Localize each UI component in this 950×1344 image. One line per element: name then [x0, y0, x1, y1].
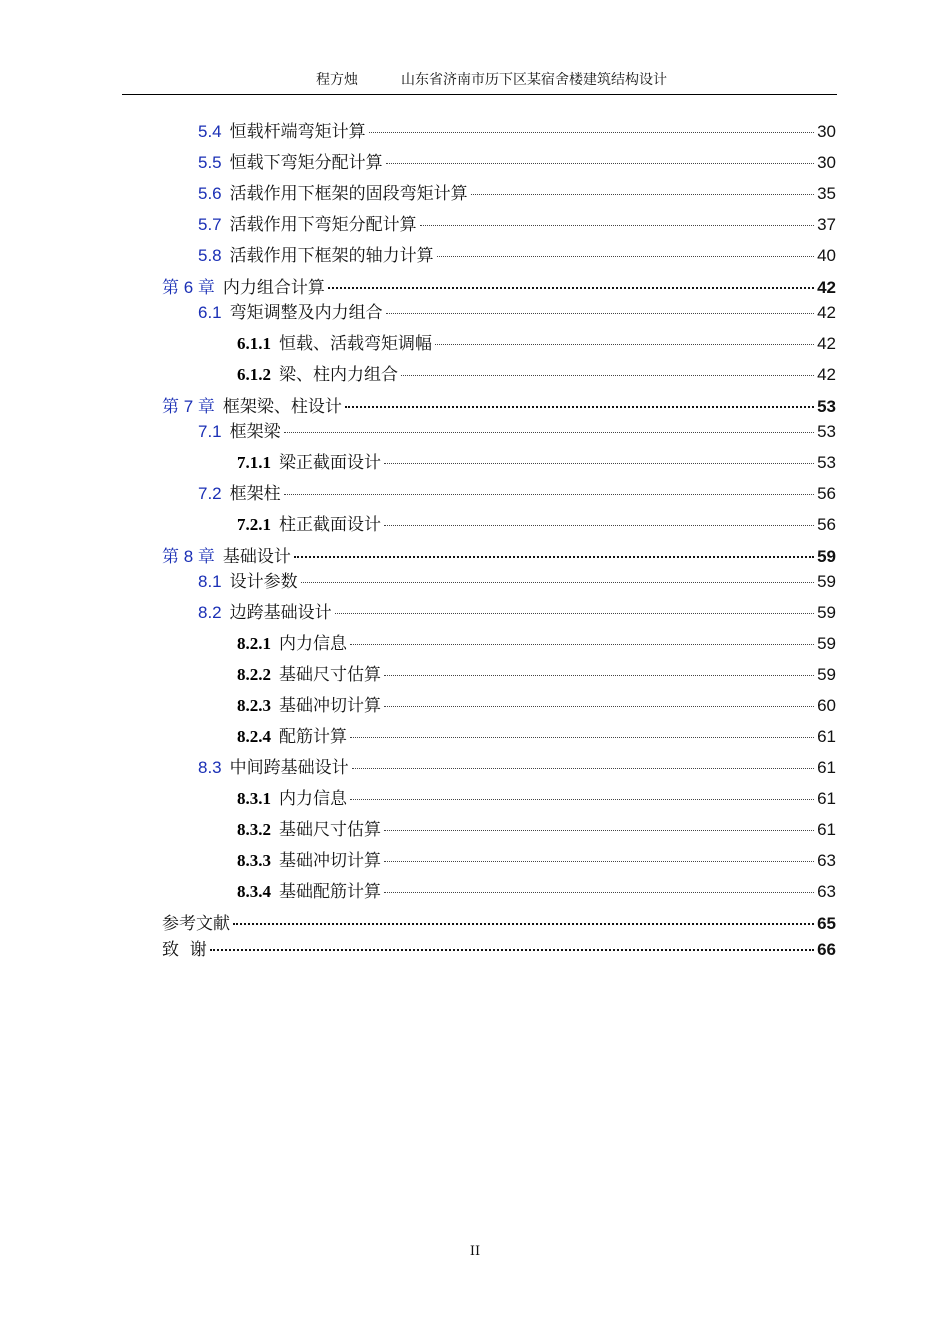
- toc-entry-page: 35: [817, 184, 836, 203]
- toc-entry-page: 42: [817, 334, 836, 353]
- toc-entry[interactable]: [237, 815, 836, 839]
- toc-leader-dots: [350, 799, 814, 800]
- toc-entry[interactable]: [198, 753, 836, 777]
- toc-entry-page: 30: [817, 122, 836, 141]
- toc-entry-page: 30: [817, 153, 836, 172]
- toc-entry-number: 7.2.1: [237, 515, 271, 534]
- toc-entry-number: 8.3.1: [237, 789, 271, 808]
- toc-entry-page: 53: [817, 453, 836, 472]
- toc-entry[interactable]: [237, 846, 836, 870]
- toc-leader-dots: [384, 861, 814, 862]
- toc-entry-title: 弯矩调整及内力组合: [229, 303, 383, 323]
- toc-leader-dots: [384, 830, 814, 831]
- toc-entry[interactable]: [162, 909, 836, 933]
- toc-entry-number: 7.2: [198, 484, 222, 503]
- toc-leader-dots: [401, 375, 814, 376]
- toc-entry-page: 59: [817, 665, 836, 684]
- toc-entry-page: 61: [817, 789, 836, 808]
- toc-entry-title: 框架梁: [229, 422, 281, 442]
- toc-entry-title: 活载作用下框架的固段弯矩计算: [229, 184, 468, 204]
- toc-entry-number: 第 8 章: [162, 547, 215, 566]
- header-title: 山东省济南市历下区某宿舍楼建筑结构设计: [401, 72, 667, 88]
- toc-leader-dots: [384, 463, 814, 464]
- toc-entry[interactable]: [162, 273, 836, 297]
- toc-entry-title: 梁正截面设计: [279, 453, 381, 473]
- toc-entry-number: 5.8: [198, 246, 222, 265]
- toc-entry-title: 基础设计: [222, 547, 291, 567]
- toc-entry-title: 框架梁、柱设计: [222, 397, 342, 417]
- toc-entry[interactable]: [198, 241, 836, 265]
- header-author: 程方烛: [316, 72, 358, 88]
- toc-entry[interactable]: [162, 542, 836, 566]
- toc-entry[interactable]: [237, 510, 836, 534]
- toc-entry-title: 梁、柱内力组合: [279, 365, 398, 385]
- toc-entry-number: 8.2.4: [237, 727, 271, 746]
- toc-entry-title: 内力组合计算: [222, 278, 325, 298]
- toc-entry-title: 配筋计算: [279, 727, 347, 747]
- toc-entry-title: 框架柱: [229, 484, 281, 504]
- toc-entry-page: 37: [817, 215, 836, 234]
- toc-entry-page: 56: [817, 515, 836, 534]
- toc-entry-title: 内力信息: [279, 789, 347, 809]
- toc-leader-dots: [294, 556, 814, 558]
- toc-entry-page: 63: [817, 851, 836, 870]
- toc-leader-dots: [384, 675, 814, 676]
- toc-entry-title: 基础尺寸估算: [279, 665, 381, 685]
- toc-entry-page: 61: [817, 727, 836, 746]
- toc-entry-title: 中间跨基础设计: [229, 758, 349, 778]
- toc-entry-page: 59: [817, 634, 836, 653]
- toc-entry[interactable]: [198, 479, 836, 503]
- toc-entry[interactable]: [162, 392, 836, 416]
- toc-entry-title: 恒载、活载弯矩调幅: [279, 334, 432, 354]
- toc-entry-title: 基础配筋计算: [279, 882, 381, 902]
- toc-leader-dots: [384, 706, 814, 707]
- toc-entry-page: 59: [817, 603, 836, 622]
- toc-entry[interactable]: [198, 179, 836, 203]
- toc-entry-number: 7.1.1: [237, 453, 271, 472]
- toc-entry-number: 7.1: [198, 422, 222, 441]
- toc-leader-dots: [386, 163, 814, 164]
- toc-entry-number: 8.3.4: [237, 882, 271, 901]
- toc-entry-title: 活载作用下弯矩分配计算: [229, 215, 417, 235]
- toc-leader-dots: [384, 892, 814, 893]
- toc-entry[interactable]: [198, 117, 836, 141]
- toc-entry-number: 5.4: [198, 122, 222, 141]
- toc-entry-number: 5.6: [198, 184, 222, 203]
- toc-entry[interactable]: [237, 784, 836, 808]
- toc-entry[interactable]: [237, 448, 836, 472]
- toc-entry-title: 基础冲切计算: [279, 696, 381, 716]
- toc-entry-number: 8.2.2: [237, 665, 271, 684]
- toc-entry[interactable]: [198, 567, 836, 591]
- toc-leader-dots: [284, 494, 814, 495]
- toc-entry-page: 56: [817, 484, 836, 503]
- toc-entry-number: 8.1: [198, 572, 222, 591]
- toc-entry-number: 5.5: [198, 153, 222, 172]
- toc-entry-title: 边跨基础设计: [229, 603, 332, 623]
- toc-entry-page: 61: [817, 820, 836, 839]
- toc-leader-dots: [210, 949, 814, 951]
- toc-entry-number: 8.2.3: [237, 696, 271, 715]
- toc-entry-title: 设计参数: [229, 572, 298, 592]
- toc-leader-dots: [384, 525, 814, 526]
- toc-entry[interactable]: [237, 629, 836, 653]
- toc-leader-dots: [301, 582, 814, 583]
- toc-entry-number: 8.3.3: [237, 851, 271, 870]
- toc-leader-dots: [437, 256, 814, 257]
- toc-entry-title: 恒载下弯矩分配计算: [229, 153, 383, 173]
- toc-entry-page: 66: [817, 940, 836, 959]
- toc-leader-dots: [369, 132, 814, 133]
- toc-entry-page: 40: [817, 246, 836, 265]
- toc-entry-number: 6.1.1: [237, 334, 271, 353]
- toc-leader-dots: [350, 737, 814, 738]
- toc-entry[interactable]: [198, 598, 836, 622]
- toc-entry-title: 基础尺寸估算: [279, 820, 381, 840]
- toc-entry-number: 8.3: [198, 758, 222, 777]
- toc-entry-number: 8.2.1: [237, 634, 271, 653]
- toc-entry-title: 基础冲切计算: [279, 851, 381, 871]
- toc-leader-dots: [350, 644, 814, 645]
- toc-entry[interactable]: [237, 660, 836, 684]
- toc-entry-title: 柱正截面设计: [279, 515, 381, 535]
- toc-entry-number: 第 6 章: [162, 278, 215, 297]
- toc-leader-dots: [284, 432, 814, 433]
- toc-leader-dots: [345, 406, 814, 408]
- toc-entry[interactable]: [237, 877, 836, 901]
- toc-entry-number: 第 7 章: [162, 397, 215, 416]
- toc-entry-page: 61: [817, 758, 836, 777]
- toc-leader-dots: [335, 613, 814, 614]
- page-number: II: [469, 1244, 481, 1259]
- toc-entry[interactable]: [198, 210, 836, 234]
- toc-entry-title: 参考文献: [162, 914, 230, 934]
- toc-entry[interactable]: [162, 935, 836, 959]
- toc-entry-number: 8.2: [198, 603, 222, 622]
- toc-entry-page: 42: [817, 303, 836, 322]
- toc-entry[interactable]: [237, 691, 836, 715]
- toc-leader-dots: [328, 287, 814, 289]
- toc-entry-page: 59: [817, 547, 836, 566]
- toc-entry[interactable]: [198, 148, 836, 172]
- toc-entry-number: 6.1: [198, 303, 222, 322]
- toc-leader-dots: [233, 923, 814, 925]
- toc-entry-page: 60: [817, 696, 836, 715]
- toc-leader-dots: [471, 194, 814, 195]
- toc-entry[interactable]: [237, 722, 836, 746]
- toc-entry-page: 53: [817, 397, 836, 416]
- toc-entry-page: 59: [817, 572, 836, 591]
- toc-entry-title: 活载作用下框架的轴力计算: [229, 246, 434, 266]
- page-header: [122, 66, 837, 95]
- toc-entry[interactable]: [237, 329, 836, 353]
- toc-leader-dots: [386, 313, 814, 314]
- toc-entry-number: 5.7: [198, 215, 222, 234]
- toc-entry[interactable]: [198, 417, 836, 441]
- toc-entry[interactable]: [237, 360, 836, 384]
- toc-entry-page: 65: [817, 914, 836, 933]
- toc-leader-dots: [352, 768, 814, 769]
- toc-entry-page: 63: [817, 882, 836, 901]
- toc-leader-dots: [435, 344, 814, 345]
- toc-entry[interactable]: [198, 298, 836, 322]
- toc-leader-dots: [420, 225, 814, 226]
- toc-entry-title: 恒载杆端弯矩计算: [229, 122, 366, 142]
- toc-entry-page: 53: [817, 422, 836, 441]
- toc-entry-page: 42: [817, 278, 836, 297]
- toc-entry-title: 内力信息: [279, 634, 347, 654]
- toc-entry-title: 致 谢: [162, 940, 207, 960]
- toc-entry-number: 8.3.2: [237, 820, 271, 839]
- toc-entry-number: 6.1.2: [237, 365, 271, 384]
- toc-entry-page: 42: [817, 365, 836, 384]
